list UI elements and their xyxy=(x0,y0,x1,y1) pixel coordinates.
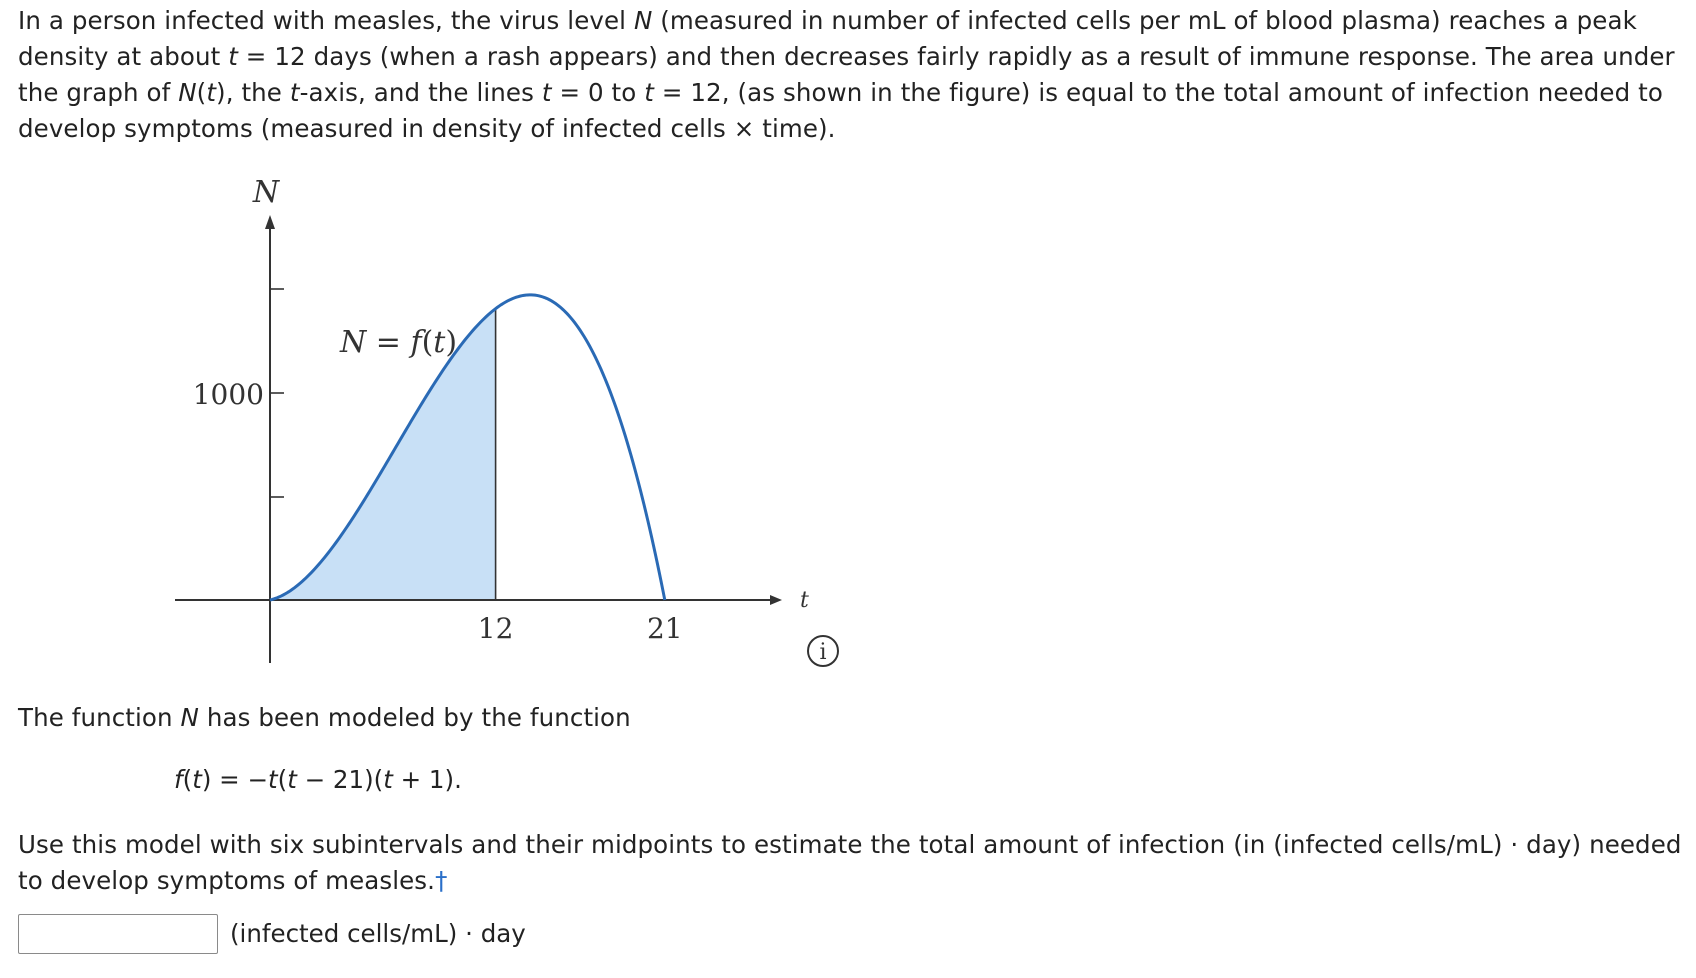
footnote-dagger-link[interactable]: † xyxy=(435,866,448,895)
y-tick-label-1000: 1000 xyxy=(192,378,264,411)
x-tick-label-21: 21 xyxy=(646,612,683,645)
model-statement: The function N has been modeled by the function xyxy=(18,703,631,732)
n-axis-label: N xyxy=(252,175,280,210)
answer-units: (infected cells/mL) · day xyxy=(230,919,526,948)
n-axis-arrowhead xyxy=(265,215,275,229)
curve-label: N = f(t) xyxy=(340,325,458,360)
model-formula: f(t) = −t(t − 21)(t + 1). xyxy=(174,765,462,794)
svg-text:i: i xyxy=(819,640,827,665)
info-icon[interactable] xyxy=(806,634,840,668)
answer-input[interactable] xyxy=(18,914,218,954)
question-text: Use this model with six subintervals and their midpoints to estimate the total amount of infection (in (infected cells/mL) · day) needed to develop symptoms of measles.† xyxy=(18,830,1682,895)
t-axis-arrowhead xyxy=(770,595,782,605)
problem-intro: In a person infected with measles, the virus level N (measured in number of infected cells per mL of blood plasma) reaches a peak density at about t = 12 days (when a rash appears) and then decreases fairly rapidly as a result of immune response. The area under the graph of N(t), the t-axis, and the lines t = 0 to t = 12, (as shown in the figure) is equal to the total amount of infection needed to develop symptoms (measured in density of infected cells × time). xyxy=(18,6,1675,143)
x-tick-label-12: 12 xyxy=(477,612,514,645)
t-axis-label: t xyxy=(800,588,809,613)
measles-graph xyxy=(170,175,809,675)
